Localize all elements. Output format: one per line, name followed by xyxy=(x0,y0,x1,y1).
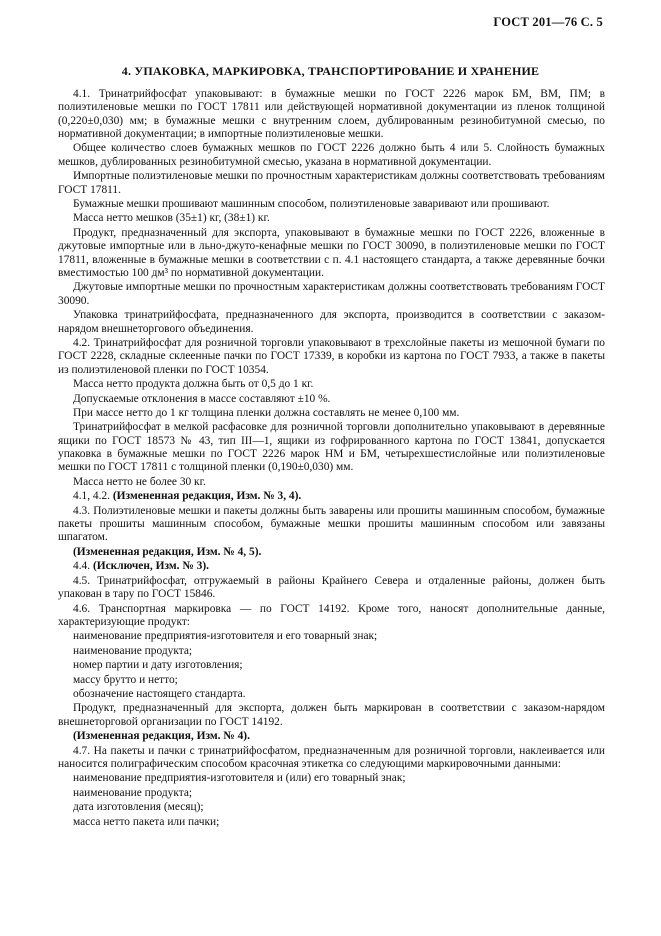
paragraph: 4.2. Тринатрийфосфат для розничной торговли упаковывают в трехслойные пакеты из мешочной бумаги по ГОСТ 2228, складные склеенные пачки по ГОСТ 17339, в коробки из картона по ГОСТ 7933, а также в пакеты из полиэтиленовой пленки по ГОСТ 10354. xyxy=(58,336,605,376)
paragraph: Масса нетто продукта должна быть от 0,5 до 1 кг. xyxy=(73,378,314,391)
amendment-note xyxy=(58,730,605,743)
list-item: наименование предприятия-изготовителя и его товарный знак; xyxy=(73,630,378,643)
amendment-label: (Измененная редакция, Изм. № 4, 5). xyxy=(73,545,262,558)
amendment-label: (Исключен, Изм. № 3). xyxy=(92,560,209,573)
amendment-ref: 4.1, 4.2. xyxy=(73,490,111,503)
paragraph: Допускаемые отклонения в массе составляют ±10 %. xyxy=(73,392,331,405)
list-item: наименование продукта; xyxy=(73,786,193,799)
paragraph: 4.3. Полиэтиленовые мешки и пакеты должны быть заварены или прошиты машинным способом, бумажные пакеты прошиты машинным способом, бумажные мешки прошиты машинным способом или завязаны шпагатом. xyxy=(58,504,605,544)
section-title: 4. УПАКОВКА, МАРКИРОВКА, ТРАНСПОРТИРОВАНИЕ И ХРАНЕНИЕ xyxy=(121,64,540,78)
paragraph: Бумажные мешки прошивают машинным способом, полиэтиленовые заваривают или прошивают. xyxy=(73,198,550,211)
list-item: массу брутто и нетто; xyxy=(73,673,178,686)
list-item: наименование продукта; xyxy=(73,644,193,657)
page-header: ГОСТ 201—76 С. 5 xyxy=(493,15,603,29)
document-body xyxy=(58,88,605,830)
amendment-label: (Измененная редакция, Изм. № 3, 4). xyxy=(112,490,302,503)
list-item: дата изготовления (месяц); xyxy=(73,801,204,814)
paragraph: Масса нетто мешков (35±1) кг, (38±1) кг. xyxy=(73,212,270,225)
paragraph: Масса нетто не более 30 кг. xyxy=(73,475,206,488)
list-item: обозначение настоящего стандарта. xyxy=(73,688,246,701)
paragraph: 4.7. На пакеты и пачки с тринатрийфосфатом, предназначенным для розничной торговли, наклеивается или наносится полиграфическим способом красочная этикетка со следующими маркировочными данными: xyxy=(58,744,605,771)
amendment-ref: 4.4. xyxy=(73,560,91,573)
paragraph: При массе нетто до 1 кг толщина пленки должна составлять не менее 0,100 мм. xyxy=(73,406,460,419)
list-item: наименование предприятия-изготовителя и (или) его товарный знак; xyxy=(73,772,406,785)
paragraph: Продукт, предназначенный для экспорта, должен быть маркирован в соответствии с заказом-нарядом внешнеторговой организации по ГОСТ 14192. xyxy=(58,702,605,728)
paragraph: Импортные полиэтиленовые мешки по прочностным характеристикам должны соответствовать требованиям ГОСТ 17811. xyxy=(58,170,605,196)
paragraph: 4.1. Тринатрийфосфат упаковывают: в бумажные мешки по ГОСТ 2226 марок БМ, ВМ, ПМ; в полиэтиленовые мешки по ГОСТ 17811 или действующей нормативной документации из пленок толщиной (0,220±0,030) мм; в бумажные мешки с внутренним слоем, дублированным резинобитумной смесью, по нормативной документации; в импортные полиэтиленовые мешки. xyxy=(58,88,605,141)
paragraph: Упаковка тринатрийфосфата, предназначенного для экспорта, производится в соответствии с заказом-нарядом внешнеторгового объединения. xyxy=(58,309,605,335)
paragraph: 4.5. Тринатрийфосфат, отгружаемый в районы Крайнего Севера и отдаленные районы, должен быть упакован в тару по ГОСТ 15846. xyxy=(58,574,605,601)
paragraph: 4.6. Транспортная маркировка — по ГОСТ 14192. Кроме того, наносят дополнительные данные, характеризующие продукт: xyxy=(58,602,605,628)
amendment-note xyxy=(58,490,605,503)
amendment-note xyxy=(58,546,605,559)
paragraph: Тринатрийфосфат в мелкой расфасовке для розничной торговли дополнительно упаковывают в деревянные ящики по ГОСТ 18573 № 43, тип III—1, ящики из гофрированного картона по ГОСТ 13841, допускается упаковка в бумажные мешки по ГОСТ 2226 марок НМ и БМ, четырехшестислойные или полиэтиленовые мешки по ГОСТ 17811 с толщиной пленки (0,190±0,030) мм. xyxy=(58,421,605,474)
paragraph: Общее количество слоев бумажных мешков по ГОСТ 2226 должно быть 4 или 5. Слойность бумажных мешков, дублированных резинобитумной смесью, указана в нормативной документации. xyxy=(58,142,605,168)
amendment-note xyxy=(58,560,605,573)
paragraph: Продукт, предназначенный для экспорта, упаковывают в бумажные мешки по ГОСТ 2226, вложенные в джутовые импортные или в льно-джуто-кенафные мешки по ГОСТ 30090, в полиэтиленовые мешки по ГОСТ 17811, вложенные в бумажные мешки в соответствии с п. 4.1 настоящего стандарта, а также деревянные бочки вместимостью 100 дм³ по нормативной документации. xyxy=(58,226,605,279)
list-item: номер партии и дату изготовления; xyxy=(73,659,243,672)
amendment-label: (Измененная редакция, Изм. № 4). xyxy=(73,730,250,743)
list-item: масса нетто пакета или пачки; xyxy=(73,815,220,828)
paragraph: Джутовые импортные мешки по прочностным характеристикам должны соответствовать требованиям ГОСТ 30090. xyxy=(58,281,605,307)
